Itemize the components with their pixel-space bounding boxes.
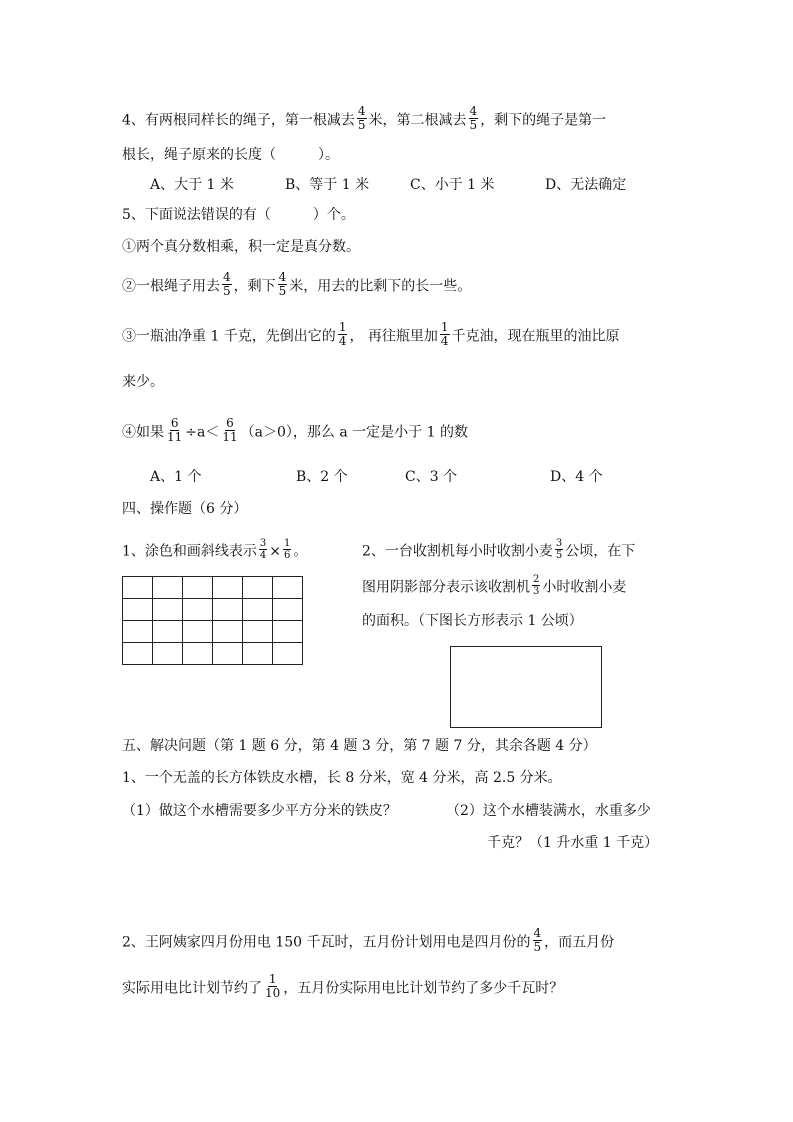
grid-row xyxy=(123,599,303,621)
grid-cell[interactable] xyxy=(273,621,303,643)
q5-s2-text-a: ②一根绳子用去 xyxy=(122,278,220,295)
denominator: 6 xyxy=(284,550,291,561)
section5-problem-2 xyxy=(122,926,615,956)
q5-option-c: C、3 个 xyxy=(405,469,458,485)
section4-title: 四、操作题（6 分） xyxy=(122,501,248,517)
grid-cell[interactable] xyxy=(273,577,303,599)
denominator: 5 xyxy=(357,118,366,132)
denominator: 10 xyxy=(265,986,281,1000)
denominator: 5 xyxy=(555,550,563,561)
grid-cell[interactable] xyxy=(153,577,183,599)
grid-cell[interactable] xyxy=(183,577,213,599)
s4p1-text-a: 1、涂色和画斜线表示 xyxy=(122,543,257,560)
section4-problem-1 xyxy=(122,540,307,563)
numerator: 6 xyxy=(170,416,179,430)
q5-s3-text-b: ， 再往瓶里加 xyxy=(349,328,438,345)
denominator: 5 xyxy=(469,118,478,132)
fraction xyxy=(533,927,543,954)
grid-cell[interactable] xyxy=(213,643,243,665)
numerator: 4 xyxy=(469,104,478,118)
q5-option-d: D、4 个 xyxy=(550,469,603,485)
q5-option-b: B、2 个 xyxy=(296,469,348,485)
denominator: 5 xyxy=(533,940,542,954)
section4-problem-2-line2 xyxy=(362,576,626,599)
q5-s3-text-a: ③一瓶油净重 1 千克，先倒出它的 xyxy=(122,328,336,345)
q4-option-b: B、等于 1 米 xyxy=(285,177,370,193)
section4-problem-2 xyxy=(362,540,635,563)
denominator: 5 xyxy=(278,284,287,298)
grid-cell[interactable] xyxy=(213,577,243,599)
fraction xyxy=(278,271,288,298)
fraction xyxy=(222,271,232,298)
q5-statement-4 xyxy=(122,416,468,446)
s5p2-line2-text-a: 实际用电比计划节约了 xyxy=(122,980,262,997)
q5-s3-text-c: 千克油，现在瓶里的油比原 xyxy=(451,328,620,345)
q5-statement-2 xyxy=(122,270,472,300)
q4-text-a: 4、有两根同样长的绳子，第一根减去 xyxy=(122,112,355,129)
fraction xyxy=(357,105,367,132)
fraction xyxy=(338,321,348,348)
denominator: 11 xyxy=(167,430,183,444)
grid-cell[interactable] xyxy=(123,621,153,643)
numerator: 1 xyxy=(268,972,277,986)
numerator: 4 xyxy=(533,926,542,940)
numerator: 3 xyxy=(259,538,267,549)
grid-cell[interactable] xyxy=(273,643,303,665)
q5-s2-text-b: ，剩下 xyxy=(233,278,276,295)
q4-option-d: D、无法确定 xyxy=(545,177,627,193)
s4p2-line2-text-b: 小时收割小麦 xyxy=(542,579,627,596)
grid-cell[interactable] xyxy=(123,577,153,599)
numerator: 1 xyxy=(440,320,449,334)
section4-problem-2-line3: 的面积。（下图长方形表示 1 公顷） xyxy=(362,613,583,629)
section5-problem-1: 1、一个无盖的长方体铁皮水槽，长 8 分米，宽 4 分米，高 2.5 分米。 xyxy=(122,770,562,786)
q4-text-b: 米，第二根减去 xyxy=(368,112,467,129)
grid-cell[interactable] xyxy=(153,643,183,665)
q5-s4-text-c: （a＞0），那么 a 一定是小于 1 的数 xyxy=(240,424,468,441)
q5-stem: 5、下面说法错误的有（ ）个。 xyxy=(122,207,355,223)
q5-statement-1: ①两个真分数相乘，积一定是真分数。 xyxy=(122,239,360,255)
shading-grid[interactable] xyxy=(122,576,303,665)
numerator: 1 xyxy=(284,538,291,549)
numerator: 3 xyxy=(555,538,563,549)
q5-s4-text-a: ④如果 xyxy=(122,424,164,441)
fraction xyxy=(555,538,563,561)
grid-cell[interactable] xyxy=(183,643,213,665)
section5-problem-2-line2 xyxy=(122,972,564,1002)
denominator: 5 xyxy=(223,284,231,298)
fraction xyxy=(440,321,450,348)
denominator: 4 xyxy=(338,334,347,348)
q5-option-a: A、1 个 xyxy=(150,469,202,485)
s4p2-line2-text-a: 图用阴影部分表示该收割机 xyxy=(362,579,530,596)
numerator: 4 xyxy=(278,270,287,284)
fraction xyxy=(264,973,281,1000)
s5p2-text-a: 2、王阿姨家四月份用电 150 千瓦时，五月份计划用电是四月份的 xyxy=(122,934,531,951)
s4p2-text-a: 2、一台收割机每小时收割小麦 xyxy=(362,543,553,560)
grid-cell[interactable] xyxy=(123,643,153,665)
s4p2-text-b: 公顷，在下 xyxy=(565,543,636,560)
fraction xyxy=(469,105,479,132)
q5-statement-3-line2: 来少。 xyxy=(122,374,164,390)
section5-problem-1-q2: （2）这个水槽装满水，水重多少 xyxy=(446,803,651,819)
grid-cell[interactable] xyxy=(243,599,273,621)
grid-cell[interactable] xyxy=(123,599,153,621)
grid-row xyxy=(123,577,303,599)
s5p2-line2-text-b: ，五月份实际用电比计划节约了多少千瓦时？ xyxy=(283,980,564,997)
grid-cell[interactable] xyxy=(183,621,213,643)
grid-cell[interactable] xyxy=(243,643,273,665)
numerator: 6 xyxy=(226,416,234,430)
fraction xyxy=(166,417,183,444)
fraction xyxy=(221,417,238,444)
numerator: 4 xyxy=(223,270,231,284)
q4-line2: 根长，绳子原来的长度（ ）。 xyxy=(122,147,339,163)
q4-option-c: C、小于 1 米 xyxy=(410,177,495,193)
s4p1-end: 。 xyxy=(293,543,308,560)
grid-cell[interactable] xyxy=(153,621,183,643)
numerator: 1 xyxy=(338,320,347,334)
grid-cell[interactable] xyxy=(243,621,273,643)
grid-cell[interactable] xyxy=(153,599,183,621)
numerator: 4 xyxy=(357,104,366,118)
section5-title: 五、解决问题（第 1 题 6 分，第 4 题 3 分，第 7 题 7 分，其余各题 4 分） xyxy=(122,738,597,754)
q4-line1 xyxy=(122,104,607,134)
section5-problem-1-q2-line2: 千克？（1 升水重 1 千克） xyxy=(487,835,659,851)
hectare-rectangle[interactable] xyxy=(450,646,602,728)
q5-s2-text-c: 米，用去的比剩下的长一些。 xyxy=(289,278,472,295)
grid-row xyxy=(123,621,303,643)
grid-cell[interactable] xyxy=(183,599,213,621)
q4-text-c: ，剩下的绳子是第一 xyxy=(480,112,607,129)
times-sign: × xyxy=(269,543,282,560)
grid-cell[interactable] xyxy=(243,577,273,599)
fraction xyxy=(532,574,540,597)
q4-option-a: A、大于 1 米 xyxy=(150,177,234,193)
section5-problem-1-q1: （1）做这个水槽需要多少平方分米的铁皮？ xyxy=(122,803,397,819)
denominator: 3 xyxy=(533,586,540,597)
numerator: 2 xyxy=(533,574,540,585)
fraction xyxy=(259,538,267,561)
s5p2-text-b: ，而五月份 xyxy=(544,934,615,951)
grid-row xyxy=(123,643,303,665)
denominator: 11 xyxy=(222,430,238,444)
grid-cell[interactable] xyxy=(213,621,243,643)
denominator: 4 xyxy=(440,334,449,348)
grid-cell[interactable] xyxy=(273,599,303,621)
grid-cell[interactable] xyxy=(213,599,243,621)
q5-statement-3 xyxy=(122,320,620,350)
q5-s4-text-b: ÷a＜ xyxy=(185,424,220,441)
fraction xyxy=(283,538,291,561)
denominator: 4 xyxy=(259,550,267,561)
